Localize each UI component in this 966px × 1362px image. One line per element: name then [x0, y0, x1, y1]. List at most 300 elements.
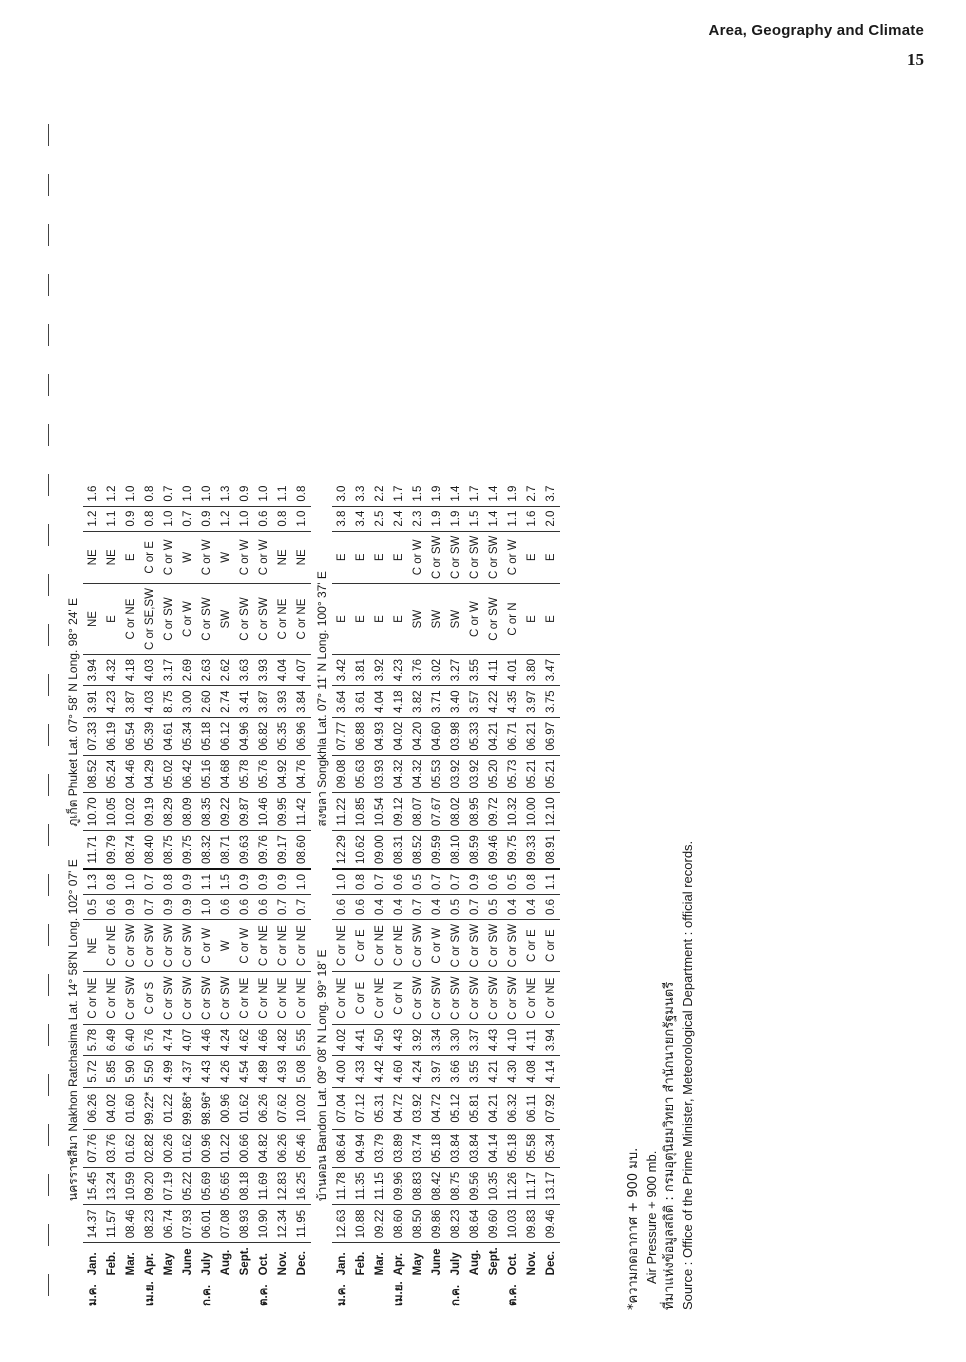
- table-cell: 0.5: [408, 869, 427, 895]
- table-cell: 1.0: [292, 506, 311, 531]
- season-label: ม.ค.: [86, 1284, 99, 1306]
- table-cell: 08.83: [408, 1167, 427, 1205]
- table-cell: C or E: [522, 919, 541, 971]
- table-cell: 08.64: [332, 1129, 351, 1167]
- table-cell: 0.4: [522, 894, 541, 919]
- table-cell: E: [541, 531, 560, 583]
- table-cell: 10.32: [503, 793, 522, 831]
- month-label: Nov.: [273, 1243, 292, 1280]
- table-cell: 08.60: [292, 831, 311, 869]
- month-label: Oct.: [503, 1243, 522, 1280]
- table-cell: 4.99: [159, 1056, 178, 1087]
- table-cell: 3.97: [427, 1056, 446, 1087]
- table-row: [522, 482, 541, 1310]
- dash-mark: [48, 174, 49, 196]
- table-cell: 0.7: [178, 506, 197, 531]
- table-cell: 0.6: [216, 894, 235, 919]
- table-cell: 11.17: [522, 1167, 541, 1205]
- table-cell: 01.22: [216, 1129, 235, 1167]
- table-cell: 04.32: [389, 755, 408, 793]
- dash-mark: [48, 624, 49, 646]
- table-cell: 06.71: [503, 717, 522, 755]
- table-cell: 03.92: [408, 1087, 427, 1129]
- table-row: [292, 482, 311, 1310]
- table-cell: 4.42: [370, 1056, 389, 1087]
- table-cell: 07.67: [427, 793, 446, 831]
- table-cell: C or S: [140, 972, 159, 1024]
- table-cell: C or SW: [427, 972, 446, 1024]
- table-cell: 1.3: [83, 869, 102, 895]
- table-cell: 06.54: [121, 717, 140, 755]
- table-cell: 3.30: [446, 1024, 465, 1055]
- table-cell: 3.63: [235, 655, 254, 686]
- season-label: ม.ค.: [335, 1284, 348, 1306]
- table-cell: 0.8: [522, 869, 541, 895]
- table-cell: 4.54: [235, 1056, 254, 1087]
- season-label: [292, 1279, 311, 1310]
- table-cell: 4.74: [159, 1024, 178, 1055]
- table-cell: 1.1: [197, 869, 216, 895]
- note-pressure-thai: *ความกดอากาศ + 900 มบ.: [626, 1147, 641, 1310]
- table-cell: 3.91: [83, 686, 102, 717]
- table-cell: 3.47: [541, 655, 560, 686]
- season-label: ก.ค.: [200, 1284, 213, 1306]
- table-cell: 09.56: [465, 1167, 484, 1205]
- table-cell: 10.02: [121, 793, 140, 831]
- rotated-climate-table: [40, 80, 695, 1310]
- table-cell: 3.94: [83, 655, 102, 686]
- table-cell: C or NE: [121, 584, 140, 655]
- table-cell: 05.34: [178, 717, 197, 755]
- table-cell: 09.46: [541, 1205, 560, 1243]
- table-cell: 00.26: [159, 1129, 178, 1167]
- month-label: July: [446, 1243, 465, 1280]
- table-cell: 05.73: [503, 755, 522, 793]
- table-cell: 3.41: [235, 686, 254, 717]
- table-cell: 06.21: [522, 717, 541, 755]
- table-cell: 06.32: [503, 1087, 522, 1129]
- column-dash-marks: [40, 80, 62, 1310]
- table-cell: 11.71: [83, 831, 102, 869]
- table-cell: 99.22*: [140, 1087, 159, 1129]
- table-cell: 0.7: [446, 869, 465, 895]
- table-cell: 07.08: [216, 1205, 235, 1243]
- page-number: 15: [907, 50, 924, 69]
- table-cell: 1.1: [102, 506, 121, 531]
- table-cell: 2.62: [216, 655, 235, 686]
- table-cell: 00.66: [235, 1129, 254, 1167]
- table-cell: E: [541, 584, 560, 655]
- table-cell: 05.69: [197, 1167, 216, 1205]
- table-cell: 0.6: [235, 894, 254, 919]
- table-cell: 4.22: [484, 686, 503, 717]
- season-label: [102, 1279, 121, 1310]
- table-row: [370, 482, 389, 1310]
- table-cell: 5.55: [292, 1024, 311, 1055]
- season-label: ต.ค.: [257, 1284, 270, 1306]
- table-cell: C or NE: [292, 584, 311, 655]
- dash-mark: [48, 1174, 49, 1196]
- table-cell: 4.10: [503, 1024, 522, 1055]
- table-cell: SW: [408, 584, 427, 655]
- table-cell: 3.76: [408, 655, 427, 686]
- table-cell: 10.90: [254, 1205, 273, 1243]
- month-label: Feb.: [102, 1243, 121, 1280]
- table-cell: 09.75: [178, 831, 197, 869]
- table-cell: 10.46: [254, 793, 273, 831]
- table-cell: C or NE: [370, 919, 389, 971]
- table-cell: 1.0: [124, 485, 137, 502]
- table-cell: 12.63: [332, 1205, 351, 1243]
- table-cell: C or SW: [503, 972, 522, 1024]
- table-cell: 1.3: [219, 485, 232, 502]
- station-title-row: [62, 482, 83, 1310]
- month-label: Oct.: [254, 1243, 273, 1280]
- dash-mark: [48, 274, 49, 296]
- table-cell: 3.92: [408, 1024, 427, 1055]
- table-cell: C or W: [197, 919, 216, 971]
- table-cell: 05.22: [178, 1167, 197, 1205]
- table-cell: C or E: [140, 531, 159, 583]
- table-cell: 0.6: [351, 894, 370, 919]
- table-cell: 06.88: [351, 717, 370, 755]
- table-cell: 09.83: [522, 1205, 541, 1243]
- table-cell: C or SW: [484, 531, 503, 583]
- table-cell: 0.7: [427, 869, 446, 895]
- table-cell: 1.4: [487, 485, 500, 502]
- table-cell: 0.4: [389, 894, 408, 919]
- station-title: ภูเก็ต Phuket Lat. 07° 58' N Long. 98° 24' E: [66, 597, 80, 827]
- table-cell: 4.08: [522, 1056, 541, 1087]
- table-cell: 4.07: [178, 1024, 197, 1055]
- table-cell: 0.9: [159, 894, 178, 919]
- table-cell: 01.62: [178, 1129, 197, 1167]
- table-cell: 0.9: [254, 869, 273, 895]
- table-cell: 04.68: [216, 755, 235, 793]
- table-cell: 05.76: [254, 755, 273, 793]
- season-label: [427, 1279, 446, 1310]
- table-cell: 08.31: [389, 831, 408, 869]
- table-cell: 3.27: [446, 655, 465, 686]
- table-cell: 4.23: [102, 686, 121, 717]
- table-cell: C or W: [178, 584, 197, 655]
- season-label: [465, 1279, 484, 1310]
- table-cell: 4.41: [351, 1024, 370, 1055]
- table-cell: 08.40: [140, 831, 159, 869]
- season-label: [273, 1279, 292, 1310]
- table-cell: 3.81: [351, 655, 370, 686]
- table-cell: C or SW: [484, 919, 503, 971]
- table-cell: 15.45: [83, 1167, 102, 1205]
- dash-mark: [48, 1124, 49, 1146]
- table-cell: 08.75: [446, 1167, 465, 1205]
- table-cell: 10.00: [522, 793, 541, 831]
- table-row: [273, 482, 292, 1310]
- season-label: ต.ค.: [506, 1284, 519, 1306]
- table-cell: C or NE: [254, 919, 273, 971]
- table-cell: 08.32: [197, 831, 216, 869]
- table-cell: 4.93: [273, 1056, 292, 1087]
- table-cell: C or SW: [178, 972, 197, 1024]
- table-cell: 0.5: [503, 869, 522, 895]
- table-cell: 3.71: [427, 686, 446, 717]
- table-cell: 1.9: [427, 506, 446, 531]
- table-cell: 1.6: [522, 506, 541, 531]
- table-cell: C or SW: [197, 584, 216, 655]
- dash-mark: [48, 574, 49, 596]
- table-cell: 09.08: [332, 755, 351, 793]
- table-cell: 04.20: [408, 717, 427, 755]
- table-cell: 08.64: [465, 1205, 484, 1243]
- table-cell: 04.82: [254, 1129, 273, 1167]
- table-cell: 4.18: [389, 686, 408, 717]
- table-cell: 04.93: [370, 717, 389, 755]
- table-cell: 1.1: [503, 506, 522, 531]
- table-cell: C or SW: [159, 972, 178, 1024]
- table-row: [140, 482, 159, 1310]
- table-cell: 2.7: [525, 485, 538, 502]
- table-cell: 3.61: [351, 686, 370, 717]
- note-source-thai: ที่มาแห่งข้อมูลสถิติ : กรมอุตุนิยมวิทยา สำนักนายกรัฐมนตรี: [662, 981, 677, 1310]
- month-label: Nov.: [522, 1243, 541, 1280]
- table-cell: 10.70: [83, 793, 102, 831]
- table-cell: 0.6: [484, 869, 503, 895]
- table-cell: 01.62: [121, 1129, 140, 1167]
- table-cell: 11.15: [370, 1167, 389, 1205]
- table-cell: 11.69: [254, 1167, 273, 1205]
- table-cell: C or SW: [197, 972, 216, 1024]
- table-cell: 0.9: [273, 869, 292, 895]
- table-row: [541, 482, 560, 1310]
- table-cell: 0.8: [159, 869, 178, 895]
- table-cell: 05.21: [541, 755, 560, 793]
- month-label: Dec.: [292, 1243, 311, 1280]
- table-cell: 04.21: [484, 717, 503, 755]
- table-cell: 4.60: [389, 1056, 408, 1087]
- table-cell: 09.12: [389, 793, 408, 831]
- month-label: Jan.: [332, 1243, 351, 1280]
- table-cell: 4.50: [370, 1024, 389, 1055]
- table-cell: 08.23: [140, 1205, 159, 1243]
- table-cell: 09.17: [273, 831, 292, 869]
- table-cell: 4.32: [102, 655, 121, 686]
- table-cell: 0.5: [446, 894, 465, 919]
- table-cell: NE: [273, 531, 292, 583]
- table-cell: 1.0: [235, 506, 254, 531]
- table-cell: C or NE: [541, 972, 560, 1024]
- table-cell: 4.37: [178, 1056, 197, 1087]
- table-cell: 0.7: [465, 894, 484, 919]
- table-cell: 3.00: [178, 686, 197, 717]
- table-row: [446, 482, 465, 1310]
- table-cell: 04.02: [102, 1087, 121, 1129]
- table-cell: 04.76: [292, 755, 311, 793]
- table-cell: 1.2: [105, 485, 118, 502]
- table-cell: 4.43: [389, 1024, 408, 1055]
- table-cell: C or SE,SW: [140, 584, 159, 655]
- month-label: May: [408, 1243, 427, 1280]
- table-cell: 4.03: [140, 655, 159, 686]
- table-cell: E: [389, 584, 408, 655]
- table-cell: 3.93: [273, 686, 292, 717]
- season-label: [121, 1279, 140, 1310]
- table-cell: C or NE: [235, 972, 254, 1024]
- table-cell: 0.8: [140, 506, 159, 531]
- table-cell: 5.08: [292, 1056, 311, 1087]
- table-cell: 09.33: [522, 831, 541, 869]
- table-cell: 1.5: [216, 869, 235, 895]
- season-label: [484, 1279, 503, 1310]
- table-cell: 03.84: [465, 1129, 484, 1167]
- table-cell: 10.05: [102, 793, 121, 831]
- table-cell: 07.62: [273, 1087, 292, 1129]
- table-row: [83, 482, 102, 1310]
- table-cell: 03.89: [389, 1129, 408, 1167]
- table-cell: 09.00: [370, 831, 389, 869]
- table-cell: SW: [427, 584, 446, 655]
- table-cell: 11.42: [292, 793, 311, 831]
- table-cell: 08.93: [235, 1205, 254, 1243]
- table-cell: 08.10: [446, 831, 465, 869]
- table-cell: SW: [446, 584, 465, 655]
- season-label: [178, 1279, 197, 1310]
- table-cell: 03.76: [102, 1129, 121, 1167]
- dash-mark: [48, 224, 49, 246]
- table-cell: 11.95: [292, 1205, 311, 1243]
- table-cell: 05.53: [427, 755, 446, 793]
- table-cell: 04.29: [140, 755, 159, 793]
- table-cell: 08.09: [178, 793, 197, 831]
- table-row: [484, 482, 503, 1310]
- table-cell: 1.0: [200, 485, 213, 502]
- table-cell: 00.96: [216, 1087, 235, 1129]
- table-cell: 1.7: [468, 485, 481, 502]
- table-cell: 12.29: [332, 831, 351, 869]
- table-cell: 6.49: [102, 1024, 121, 1055]
- table-cell: 09.63: [235, 831, 254, 869]
- table-cell: 10.59: [121, 1167, 140, 1205]
- table-cell: 3.55: [465, 655, 484, 686]
- table-cell: W: [216, 919, 235, 971]
- month-label: Dec.: [541, 1243, 560, 1280]
- month-label: Aug.: [465, 1243, 484, 1280]
- table-cell: 4.89: [254, 1056, 273, 1087]
- table-cell: 4.82: [273, 1024, 292, 1055]
- table-cell: 10.88: [351, 1205, 370, 1243]
- table-cell: 05.12: [446, 1087, 465, 1129]
- table-cell: C or NE: [102, 972, 121, 1024]
- season-label: [159, 1279, 178, 1310]
- table-cell: C or W: [465, 584, 484, 655]
- table-cell: 4.46: [197, 1024, 216, 1055]
- table-cell: C or SW: [216, 972, 235, 1024]
- table-cell: 07.19: [159, 1167, 178, 1205]
- dash-mark: [48, 1224, 49, 1246]
- table-cell: C or N: [389, 972, 408, 1024]
- table-cell: C or SW: [484, 584, 503, 655]
- table-cell: 0.9: [465, 869, 484, 895]
- table-cell: 3.92: [370, 655, 389, 686]
- table-cell: 1.6: [86, 485, 99, 502]
- table-cell: 1.5: [411, 485, 424, 502]
- season-label: [541, 1279, 560, 1310]
- table-cell: 10.85: [351, 793, 370, 831]
- table-cell: 4.03: [140, 686, 159, 717]
- table-cell: 06.26: [273, 1129, 292, 1167]
- table-cell: 05.20: [484, 755, 503, 793]
- table-cell: 13.17: [541, 1167, 560, 1205]
- table-cell: 3.02: [427, 655, 446, 686]
- table-row: [159, 482, 178, 1310]
- table-row: [465, 482, 484, 1310]
- table-row: [235, 482, 254, 1310]
- month-label: Feb.: [351, 1243, 370, 1280]
- table-cell: 07.04: [332, 1087, 351, 1129]
- table-cell: 01.60: [121, 1087, 140, 1129]
- dash-mark: [48, 974, 49, 996]
- table-cell: 0.6: [389, 869, 408, 895]
- table-cell: NE: [83, 584, 102, 655]
- month-label: Mar.: [370, 1243, 389, 1280]
- table-cell: 05.78: [235, 755, 254, 793]
- table-cell: 08.42: [427, 1167, 446, 1205]
- table-cell: 05.02: [159, 755, 178, 793]
- table-cell: 4.11: [522, 1024, 541, 1055]
- table-cell: 06.82: [254, 717, 273, 755]
- table-cell: 5.72: [83, 1056, 102, 1087]
- station-title-row: [311, 482, 332, 1310]
- table-row: [178, 482, 197, 1310]
- table-cell: 05.63: [351, 755, 370, 793]
- table-cell: 3.82: [408, 686, 427, 717]
- dash-mark: [48, 674, 49, 696]
- table-row: [216, 482, 235, 1310]
- table-cell: 05.24: [102, 755, 121, 793]
- table-cell: 5.78: [83, 1024, 102, 1055]
- table-cell: C or SW: [465, 919, 484, 971]
- table-cell: 03.92: [465, 755, 484, 793]
- table-cell: C or NE: [102, 919, 121, 971]
- table-cell: 5.76: [140, 1024, 159, 1055]
- table-cell: C or NE: [292, 972, 311, 1024]
- table-cell: C or E: [541, 919, 560, 971]
- table-cell: 07.33: [83, 717, 102, 755]
- table-cell: 4.66: [254, 1024, 273, 1055]
- table-cell: C or W: [235, 531, 254, 583]
- table-cell: 08.74: [121, 831, 140, 869]
- table-cell: 13.24: [102, 1167, 121, 1205]
- table-cell: 05.16: [197, 755, 216, 793]
- table-cell: 0.8: [102, 869, 121, 895]
- note-source: Source : Office of the Prime Minister, Meteorological Department : official records.: [680, 840, 695, 1310]
- station-title: บ้านดอน Bandon Lat. 09° 08' N Long. 99° 18' E: [315, 949, 329, 1201]
- station-title: นครราชสีมา Nakhon Ratchasima Lat. 14° 58'N Long. 102° 07' E: [66, 859, 80, 1201]
- table-cell: 4.23: [389, 655, 408, 686]
- dash-mark: [48, 924, 49, 946]
- table-cell: C or NE: [273, 919, 292, 971]
- table-row: [254, 482, 273, 1310]
- table-cell: 1.1: [276, 485, 289, 502]
- table-row: [408, 482, 427, 1310]
- table-cell: C or E: [351, 972, 370, 1024]
- table-cell: 3.97: [522, 686, 541, 717]
- table-cell: 4.24: [216, 1024, 235, 1055]
- table-cell: 05.65: [216, 1167, 235, 1205]
- table-cell: C or SW: [408, 919, 427, 971]
- table-cell: 4.02: [332, 1024, 351, 1055]
- table-cell: 0.5: [484, 894, 503, 919]
- table-cell: C or SW: [235, 584, 254, 655]
